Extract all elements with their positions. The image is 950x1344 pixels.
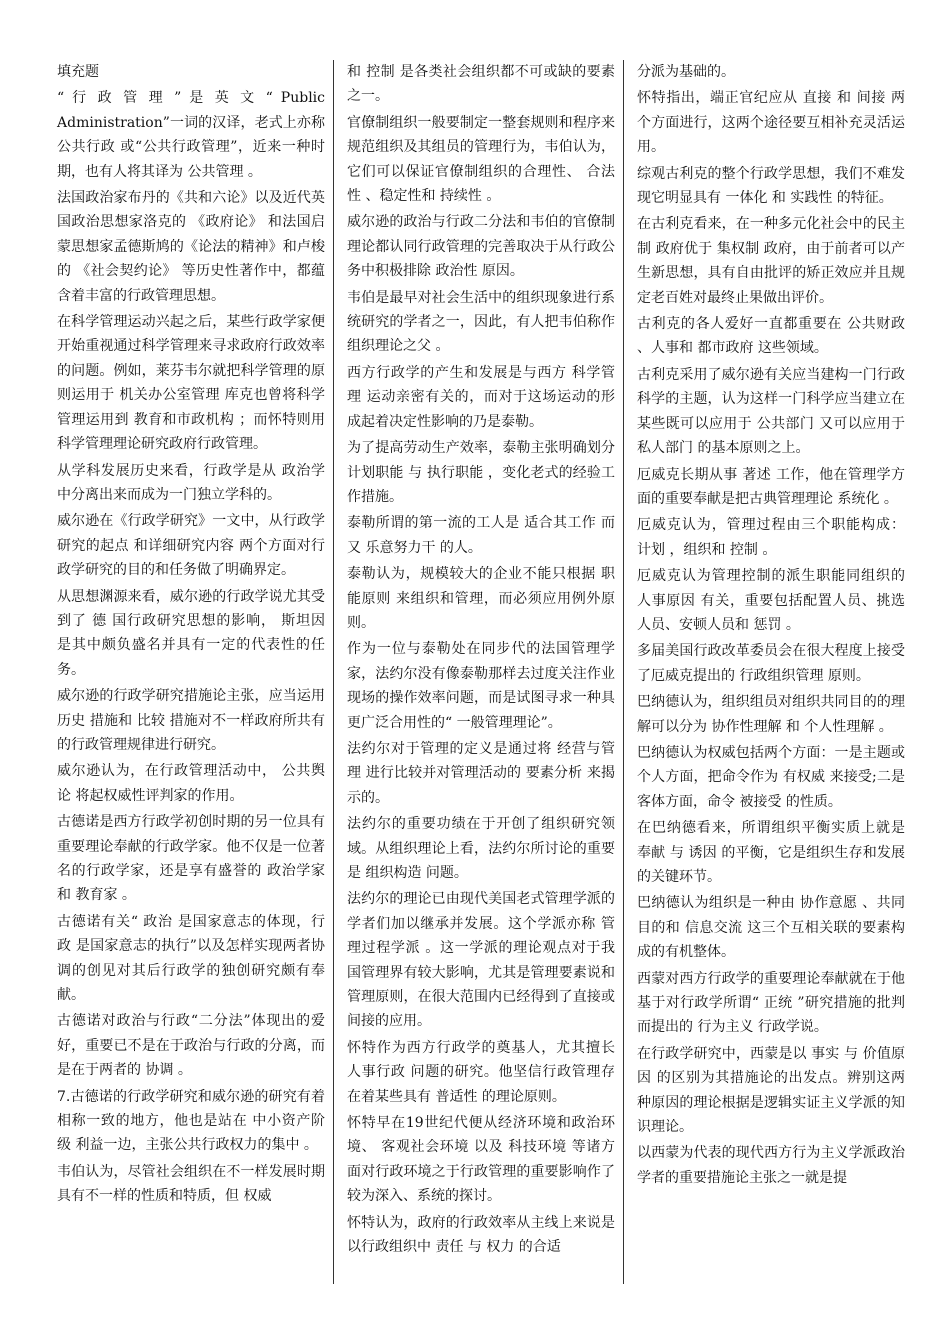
paragraph: 巴纳德认为，组织组员对组织共同目的的理解可以分为 协作性理解 和 个人性理解 。 bbox=[637, 694, 905, 735]
paragraph: 威尔逊的政治与行政二分法和韦伯的官僚制理论都认同行政管理的完善取决于从行政公务中积极排除 政治性 原因。 bbox=[347, 214, 615, 280]
paragraph: 分派为基础的。 bbox=[637, 64, 735, 80]
paragraph: “ 行 政 管 理 ” 是 英 文 “ Public Administration”一词的汉译，老式上亦称 公共行政 或“公共行政管理”，近来一种时期，也有人将其译为 公共管理 。 bbox=[57, 90, 325, 180]
paragraph: 西蒙对西方行政学的重要理论奉献就在于他基于对行政学所谓“ 正统 ”研究措施的批判而提出的 行为主义 行政学说。 bbox=[637, 970, 905, 1036]
paragraph: 厄威克长期从事 著述 工作，他在管理学方面的重要奉献是把古典管理理论 系统化 。 bbox=[637, 466, 905, 507]
paragraph: 威尔逊在《行政学研究》一文中，从行政学 研究的起点 和详细研究内容 两个方面对行政学研究的目的和任务做了明确界定。 bbox=[57, 513, 325, 579]
paragraph: 法约尔的理论已由现代美国老式管理学派的学者们加以继承并发展。这个学派亦称 管理过程学派 。这一学派的理论观点对于我国管理界有较大影响，尤其是管理要素说和管理原则，在很大范围内已经得到了直接或间接的应用。 bbox=[347, 891, 615, 1030]
paragraph: 在行政学研究中，西蒙是以 事实 与 价值原因 的区别为其措施论的出发点。辨别这两种原因的理论根据是逻辑实证主义学派的知识理论。 bbox=[637, 1045, 905, 1136]
paragraph: 法国政治家布丹的《共和六论》以及近代英国政治思想家洛克的 《政府论》 和法国启蒙思想家孟德斯鸠的《论法的精神》和卢梭的 《社会契约论》 等历史性著作中，都蕴含着丰富的行政管理思想。 bbox=[57, 190, 325, 304]
paragraph: 威尔逊的行政学研究措施论主张，应当运用 历史 措施和 比较 措施对不一样政府所共有的行政管理规律进行研究。 bbox=[57, 688, 325, 753]
paragraph: 为了提高劳动生产效率，泰勒主张明确划分 计划职能 与 执行职能 ，变化老式的经验工作措施。 bbox=[347, 440, 615, 505]
paragraph: 西方行政学的产生和发展是与西方 科学管理 运动亲密有关的，而对于这场运动的形成起着决定性影响的乃是泰勒。 bbox=[347, 364, 615, 430]
paragraph: 从学科发展历史来看，行政学是从 政治学 中分离出来而成为一门独立学科的。 bbox=[57, 462, 325, 503]
paragraph: 综观古利克的整个行政学思想，我们不难发现它明显具有 一体化 和 实践性 的特征。 bbox=[637, 165, 905, 207]
section-heading: 填充题 bbox=[57, 64, 99, 80]
paragraph: 古利克采用了威尔逊有关应当建构一门行政科学的主题，认为这样一门科学应当建立在某些既可以应用于 公共部门 又可以应用于 私人部门 的基本原则之上。 bbox=[637, 366, 905, 457]
text-column-1 bbox=[57, 60, 325, 1211]
paragraph: 厄威克认为管理控制的派生职能同组织的 人事原因 有关，重要包括配置人员、挑选人员、安顿人员和 惩罚 。 bbox=[637, 568, 905, 633]
paragraph: 法约尔对于管理的定义是通过将 经营与管理 进行比较并对管理活动的 要素分析 来揭示的。 bbox=[347, 740, 615, 806]
paragraph: 巴纳德认为权威包括两个方面：一是主题或个人方面，把命令作为 有权威 来接受;二是客体方面，命令 被接受 的性质。 bbox=[637, 744, 905, 810]
paragraph: 古德诺有关“ 政治 是国家意志的体现，行政 是国家意志的执行”以及怎样实现两者协调的创见对其后行政学的独创研究颇有奉献。 bbox=[57, 913, 325, 1004]
text-column-3 bbox=[637, 60, 905, 1192]
paragraph: 韦伯认为，尽管社会组织在不一样发展时期具有不一样的性质和特质，但 权威 bbox=[57, 1163, 325, 1205]
paragraph: 和 控制 是各类社会组织都不可或缺的要素之一。 bbox=[347, 64, 615, 105]
paragraph: 泰勒所谓的第一流的工人是 适合其工作 而又 乐意努力干 的人。 bbox=[347, 515, 615, 556]
text-column-2 bbox=[347, 60, 615, 1262]
paragraph: 作为一位与泰勒处在同步代的法国管理学家，法约尔没有像泰勒那样去过度关注作业现场的操作效率问题，而是试图寻求一种具更广泛合用性的“ 一般管理理论”。 bbox=[347, 641, 615, 731]
column-divider bbox=[623, 60, 624, 1284]
paragraph: 怀特作为西方行政学的奠基人，尤其擅长 人事行政 问题的研究。他坚信行政管理存在着某些具有 普适性 的理论原则。 bbox=[347, 1039, 615, 1105]
paragraph: 多届美国行政改革委员会在很大程度上接受了厄威克提出的 行政组织管理 原则。 bbox=[637, 643, 905, 684]
paragraph: 在巴纳德看来，所谓组织平衡实质上就是 奉献 与 诱因 的平衡，它是组织生存和发展的关键环节。 bbox=[637, 820, 905, 885]
paragraph: 怀特早在19世纪代便从经济环境和政治环境、 客观社会环境 以及 科技环境 等诸方面对行政环境之于行政管理的重要影响作了较为深入、系统的探讨。 bbox=[347, 1115, 615, 1205]
paragraph: 在科学管理运动兴起之后，某些行政学家便开始重视通过科学管理来寻求政府行政效率的问题。例如，莱芬韦尔就把科学管理的原则运用于 机关办公室管理 库克也曾将科学管理运用到 教育和市政机构 ；而怀特则用科学管理理论研究政府行政管理。 bbox=[57, 314, 325, 453]
paragraph: 巴纳德认为组织是一种由 协作意愿 、共同目的和 信息交流 这三个互相关联的要素构成的有机整体。 bbox=[637, 895, 905, 961]
paragraph: 厄威克认为，管理过程由三个职能构成： 计划 ，组织和 控制 。 bbox=[637, 517, 905, 558]
paragraph: 法约尔的重要功绩在于开创了组织研究领域。从组织理论上看，法约尔所讨论的重要是 组织构造 问题。 bbox=[347, 816, 615, 881]
paragraph: 古利克的各人爱好一直都重要在 公共财政 、人事和 都市政府 这些领域。 bbox=[637, 316, 905, 357]
paragraph: 在古利克看来，在一种多元化社会中的民主制 政府优于 集权制 政府，由于前者可以产生新思想，具有自由批评的矫正效应并且规定老百姓对最终止果做出评价。 bbox=[637, 216, 905, 306]
paragraph: 古德诺对政治与行政“二分法”体现出的爱好，重要已不是在于政治与行政的分离，而是在于两者的 协调 。 bbox=[57, 1013, 325, 1079]
paragraph: 泰勒认为，规模较大的企业不能只根据 职能原则 来组织和管理，而必须应用例外原则。 bbox=[347, 566, 615, 631]
paragraph: 威尔逊认为，在行政管理活动中， 公共舆论 将起权威性评判家的作用。 bbox=[57, 763, 325, 804]
column-divider bbox=[333, 60, 334, 1284]
paragraph: 韦伯是最早对社会生活中的组织现象进行系统研究的学者之一，因此，有人把韦伯称作 组织理论之父 。 bbox=[347, 289, 615, 355]
paragraph: 古德诺是西方行政学初创时期的另一位具有重要理论奉献的行政学家。他不仅是一位著名的行政学家，还是享有盛誉的 政治学家 和 教育家 。 bbox=[57, 814, 325, 904]
paragraph: 以西蒙为代表的现代西方行为主义学派政治学者的重要措施论主张之一就是提 bbox=[637, 1145, 905, 1186]
paragraph: 官僚制组织一般要制定一整套规则和程序来规范组织及其组员的管理行为，韦伯认为，它们可以保证官僚制组织的合理性、 合法性 、稳定性和 持续性 。 bbox=[347, 114, 615, 205]
paragraph: 7.古德诺的行政学研究和威尔逊的研究有着相称一致的地方，他也是站在 中小资产阶级 利益一边，主张公共行政权力的集中 。 bbox=[57, 1088, 325, 1154]
paragraph: 怀特指出，端正官纪应从 直接 和 间接 两个方面进行，这两个途径要互相补充灵活运用。 bbox=[637, 90, 905, 156]
paragraph: 从思想渊源来看，威尔逊的行政学说尤其受到了 德 国行政研究思想的影响， 斯坦因 是其中颇负盛名并具有一定的代表性的任务。 bbox=[57, 588, 325, 678]
paragraph: 怀特认为，政府的行政效率从主线上来说是以行政组织中 责任 与 权力 的合适 bbox=[347, 1214, 615, 1256]
